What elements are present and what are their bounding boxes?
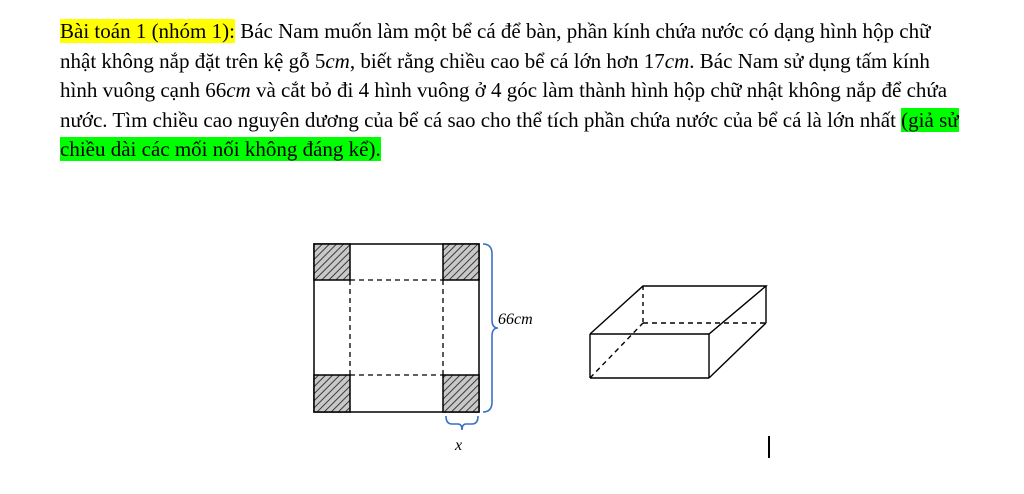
- problem-title: Bài toán 1 (nhóm 1):: [60, 19, 235, 43]
- side-length-label: 66cm: [498, 311, 533, 328]
- box-hidden-left-bottom-edge: [590, 323, 643, 378]
- box-diagram: [590, 286, 766, 378]
- side-brace: [483, 244, 498, 412]
- corner-square-top-left: [314, 244, 350, 280]
- problem-text-4: và cắt bỏ đi 4 hình vuông ở 4 góc làm thành hình hộp chữ nhật không nắp để chứa nước. Tìm chiều cao nguyên dương của bể cá sao cho thể tích phần chứa nước của bể cá là lớn nhất: [60, 78, 948, 132]
- shelf-height-value: 5: [314, 48, 326, 73]
- corner-square-bottom-left: [314, 375, 350, 412]
- corner-square-top-right: [443, 244, 479, 280]
- min-height-unit: cm: [664, 48, 690, 73]
- x-label: x: [455, 437, 463, 454]
- min-height-value: 17: [643, 48, 665, 73]
- problem-text-2: , biết rằng chiều cao bể cá lớn hơn: [349, 48, 644, 73]
- side-length-unit: cm: [226, 78, 251, 102]
- box-right-bottom-edge: [709, 323, 766, 378]
- shelf-height-unit: cm: [325, 48, 350, 73]
- corner-square-bottom-right: [443, 375, 479, 412]
- side-length-value: 66: [205, 78, 227, 102]
- problem-note: (giả sử chiều dài các mối nối không đáng kể).: [60, 107, 959, 161]
- box-top-rim: [590, 286, 766, 334]
- problem-text-3: . Bác Nam sử dụng tấm kính hình vuông cạnh: [60, 48, 930, 102]
- problem-text-1: Bác Nam muốn làm một bể cá để bàn, phần kính chứa nước có dạng hình hộp chữ nhật không nắp đặt trên kệ gỗ: [60, 19, 931, 73]
- text-cursor: [768, 436, 770, 458]
- net-diagram: [314, 244, 533, 454]
- x-brace: [446, 416, 478, 430]
